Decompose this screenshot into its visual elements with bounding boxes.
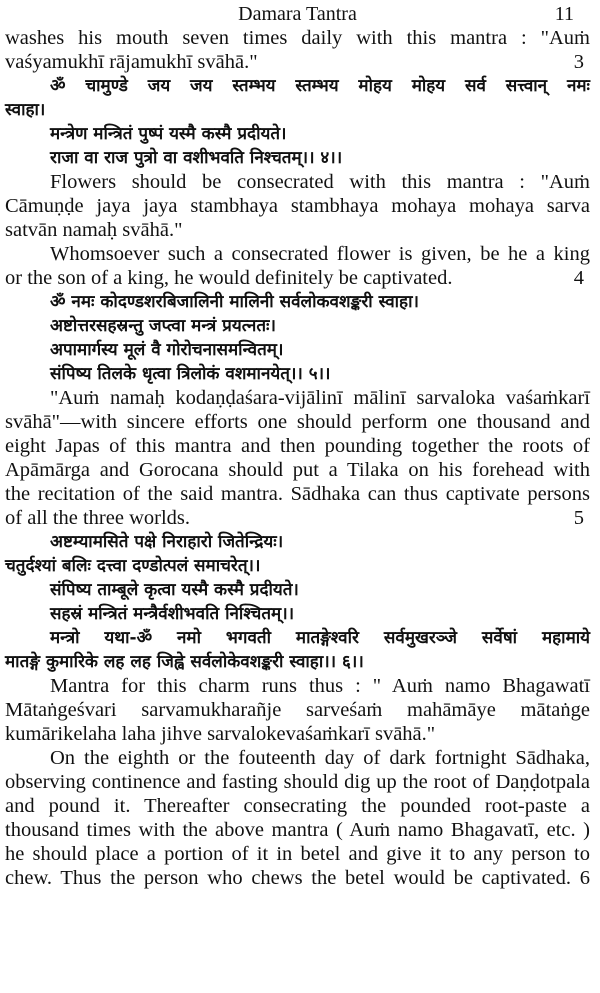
running-header xyxy=(5,2,590,26)
sanskrit-verse-6b: चतुर्दश्यां बलिः दत्त्वा दण्डोत्पलं समाचरेत्।। xyxy=(5,556,261,576)
text-line-31: Mātaṅgeśvari sarvamukharañje sarveśaṁ mahāmāye mātaṅge xyxy=(5,699,590,721)
sanskrit-line-2: स्वाहा। xyxy=(5,100,46,120)
sanskrit-verse-6d: सहस्रं मन्त्रितं मन्त्रैर्वशीभवति निश्चितम्।। xyxy=(50,604,295,624)
text-line-10: Whomsoever such a consecrated flower is given, be he a king xyxy=(50,243,590,265)
text-line-37: he should place a portion of it in betel and give it to any person to xyxy=(5,843,590,865)
sanskrit-mantra-6b: मातङ्गे कुमारिके लह लह जिह्वे सर्वलोकेवशङ्करी स्वाहा।। ६।। xyxy=(5,652,364,672)
page-header-title: Damara Tantra xyxy=(238,3,357,25)
sanskrit-verse-6c: संपिष्य ताम्बूले कृत्वा यस्मै कस्मै प्रदीयते। xyxy=(50,580,299,600)
text-line-2 xyxy=(5,50,590,74)
text-line-21: the recitation of the said mantra. Sādhaka can thus captivate persons xyxy=(5,483,590,505)
text-line-38: chew. Thus the person who chews the betel would be captivated. 6 xyxy=(5,867,590,889)
text-line-7: Flowers should be consecrated with this mantra : "Auṁ xyxy=(50,171,590,193)
text-line-18: svāhā"—with sincere efforts one should perform one thousand and xyxy=(5,411,590,433)
text-line-22-text: of all the three worlds. xyxy=(5,507,191,529)
sanskrit-line-1: ॐ चामुण्डे जय जय स्तम्भय स्तम्भय मोहय मोहय सर्व सत्त्वान् नमः xyxy=(50,76,590,96)
text-line-34: observing continence and fasting should dig up the root of Daṇḍotpala xyxy=(5,771,590,793)
verse-ref-5: 5 xyxy=(573,507,584,529)
text-line-11 xyxy=(5,266,590,290)
text-line-30: Mantra for this charm runs thus : " Auṁ namo Bhagawatī xyxy=(50,675,590,697)
text-line-8: Cāmuṇḍe jaya jaya stambhaya stambhaya mohaya mohaya sarva xyxy=(5,195,590,217)
sanskrit-verse-5b: अपामार्गस्य मूलं वै गोरोचनासमन्वितम्। xyxy=(50,340,284,360)
text-line-17: "Auṁ namaḥ kodaṇḍaśara-vijālinī mālinī sarvaloka vaśaṁkarī xyxy=(50,387,590,409)
text-line-32: kumārikelaha laha jihve sarvalokevaśaṁkarī svāhā." xyxy=(5,723,436,745)
text-line-36: thousand times with the above mantra ( Auṁ namo Bhagavatī, etc. ) xyxy=(5,819,590,841)
sanskrit-verse-6a: अष्टम्यामसिते पक्षे निराहारो जितेन्द्रियः। xyxy=(50,532,284,552)
sanskrit-verse-4a: मन्त्रेण मन्त्रितं पुष्पं यस्मै कस्मै प्रदीयते। xyxy=(50,124,287,144)
sanskrit-mantra-6a: मन्त्रो यथा-ॐ नमो भगवती मातङ्गेश्वरि सर्वमुखरञ्जे सर्वेषां महामाये xyxy=(50,628,590,648)
sanskrit-verse-5a: अष्टोत्तरसहस्रन्तु जप्त्वा मन्त्रं प्रयत्नतः। xyxy=(50,316,276,336)
sanskrit-verse-4b: राजा वा राज पुत्रो वा वशीभवति निश्चतम्।। ४।। xyxy=(50,148,343,168)
text-line-9: satvān namaḥ svāhā." xyxy=(5,219,183,241)
text-line-33: On the eighth or the fouteenth day of dark fortnight Sādhaka, xyxy=(50,747,590,769)
text-line-11-text: or the son of a king, he would definitely be captivated. xyxy=(5,267,453,289)
verse-ref-4: 4 xyxy=(573,267,584,289)
text-line-20: Apāmārga and Gorocana should put a Tilaka on his forehead with xyxy=(5,459,590,481)
text-line-22 xyxy=(5,506,590,530)
text-line-2-text: vaśyamukhī rājamukhī svāhā." xyxy=(5,51,258,73)
text-line-19: eight Japas of this mantra and then pounding together the roots of xyxy=(5,435,590,457)
sanskrit-mantra-line: ॐ नमः कोदण्डशरबिजालिनी मालिनी सर्वलोकवशङ्करी स्वाहा। xyxy=(50,292,419,312)
verse-ref-3: 3 xyxy=(573,51,584,73)
text-line-35: and pound it. Thereafter consecrating the pounded root-paste a xyxy=(5,795,590,817)
text-line-1: washes his mouth seven times daily with this mantra : "Auṁ xyxy=(5,27,590,49)
sanskrit-verse-5c: संपिष्य तिलके धृत्वा त्रिलोकं वशमानयेत्।। ५।। xyxy=(50,364,331,384)
page-number: 11 xyxy=(554,3,574,25)
